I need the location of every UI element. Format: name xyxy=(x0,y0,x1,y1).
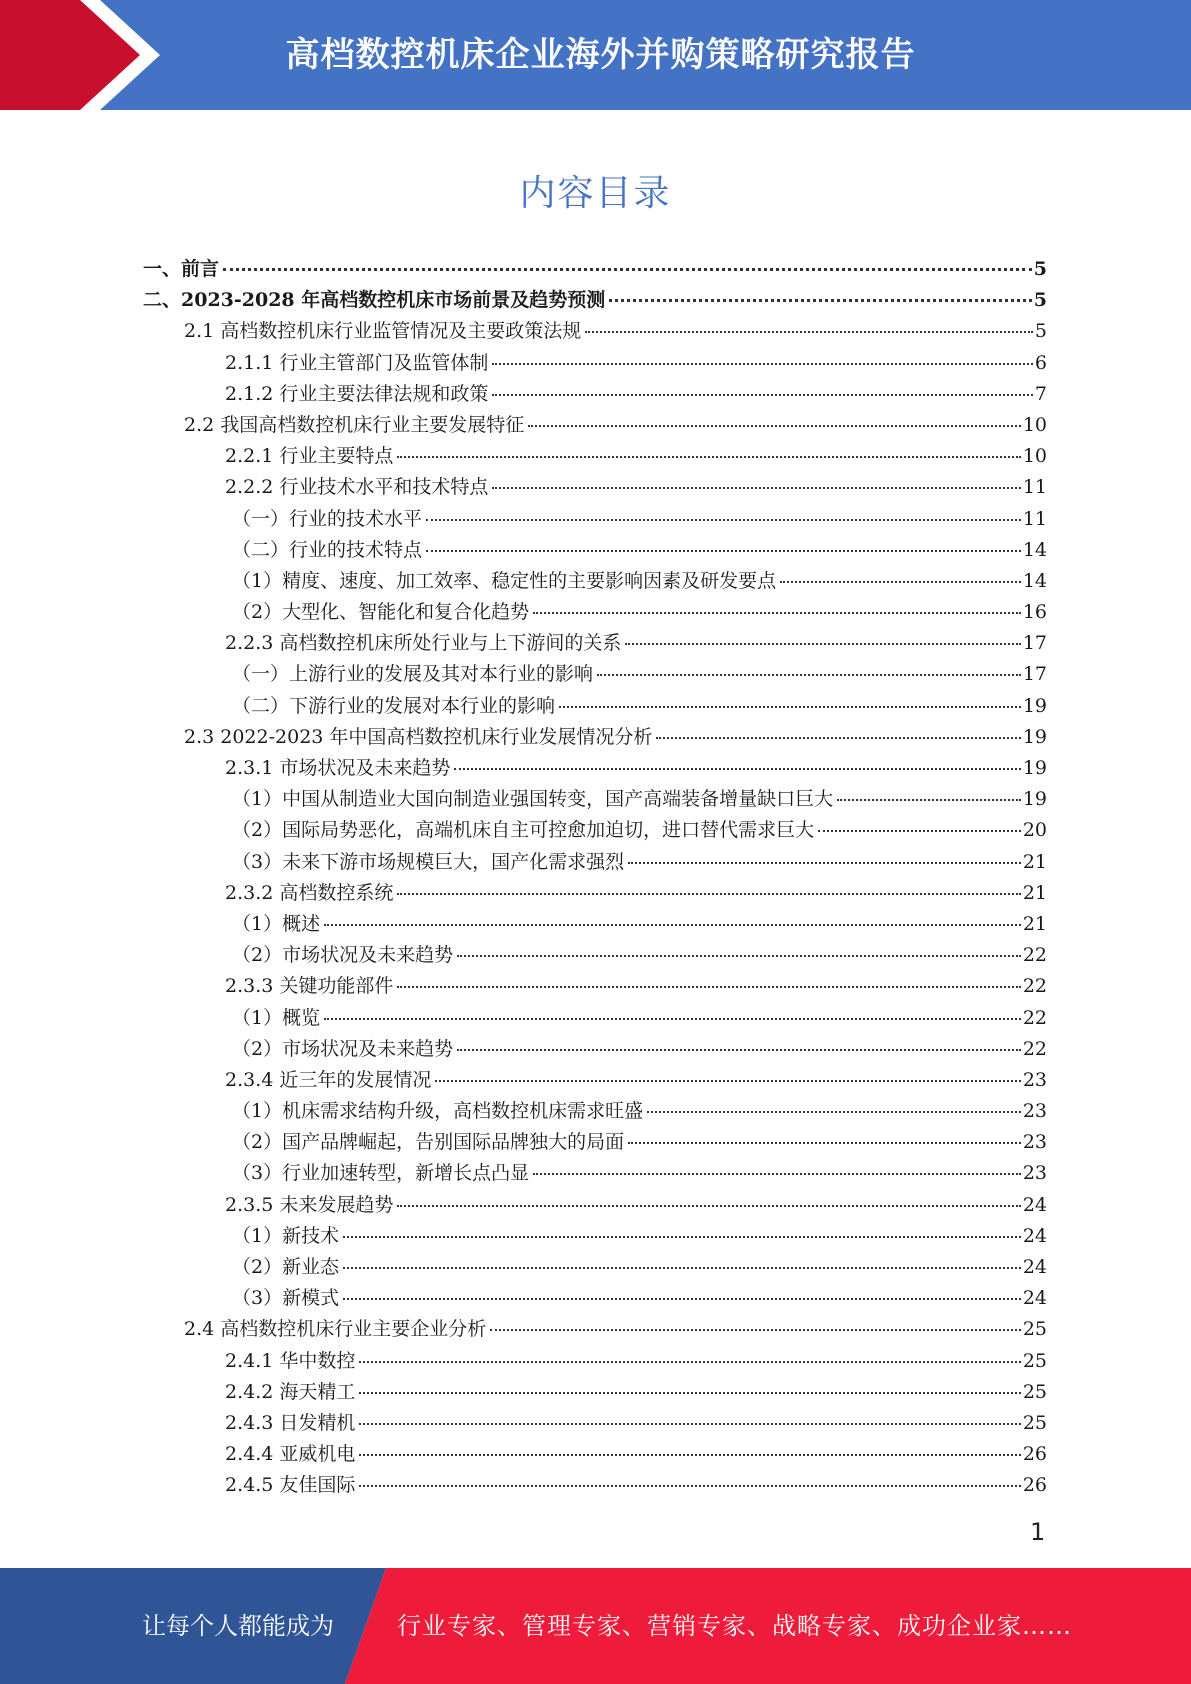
toc-entry-title: 二、2023-2028 年高档数控机床市场前景及趋势预测 xyxy=(143,289,606,312)
toc-entry-page: 14 xyxy=(1022,538,1047,561)
toc-entry[interactable] xyxy=(143,847,1047,878)
toc-entry-title: （1）机床需求结构升级，高档数控机床需求旺盛 xyxy=(232,1100,644,1123)
toc-entry-title: 2.4.5 友佳国际 xyxy=(225,1474,356,1497)
dot-leader xyxy=(454,768,1020,770)
dot-leader xyxy=(559,706,1021,708)
dot-leader xyxy=(818,830,1021,832)
toc-entry-page: 22 xyxy=(1022,1037,1047,1060)
toc-entry[interactable] xyxy=(143,597,1047,628)
dot-leader xyxy=(492,394,1033,396)
toc-entry[interactable] xyxy=(143,691,1047,722)
toc-entry-page: 24 xyxy=(1022,1287,1047,1310)
toc-entry[interactable] xyxy=(143,441,1047,472)
toc-entry-title: 2.2.2 行业技术水平和技术特点 xyxy=(225,476,489,499)
toc-entry-page: 25 xyxy=(1022,1349,1047,1372)
dot-leader xyxy=(359,1423,1020,1425)
toc-entry[interactable] xyxy=(143,1003,1047,1034)
dot-leader xyxy=(837,799,1021,801)
toc-entry-title: 2.4.1 华中数控 xyxy=(225,1349,356,1372)
dot-leader xyxy=(533,1173,1021,1175)
toc-entry[interactable] xyxy=(143,659,1047,690)
toc-entry-title: （1）中国从制造业大国向制造业强国转变，国产高端装备增量缺口巨大 xyxy=(232,788,834,811)
toc-heading: 内容目录 xyxy=(519,173,672,214)
dot-leader xyxy=(397,1205,1020,1207)
toc-entry-page: 21 xyxy=(1022,850,1047,873)
toc-entry[interactable] xyxy=(143,1252,1047,1283)
toc-entry[interactable] xyxy=(143,1346,1047,1377)
toc-entry-page: 23 xyxy=(1022,1100,1047,1123)
toc-entry[interactable] xyxy=(143,1034,1047,1065)
toc-entry-title: 2.2.3 高档数控机床所处行业与上下游间的关系 xyxy=(225,632,622,655)
toc-entry-page: 5 xyxy=(1033,258,1047,280)
toc-entry-page: 19 xyxy=(1022,757,1047,779)
toc-entry-title: 2.3.4 近三年的发展情况 xyxy=(225,1068,432,1091)
toc-entry[interactable] xyxy=(143,1158,1047,1189)
toc-entry[interactable] xyxy=(143,472,1047,503)
toc-entry-title: 2.3.5 未来发展趋势 xyxy=(225,1193,394,1216)
dot-leader xyxy=(435,1080,1020,1082)
toc-entry-title: 2.3.2 高档数控系统 xyxy=(225,881,394,904)
toc-entry[interactable] xyxy=(143,1221,1047,1252)
dot-leader xyxy=(343,1298,1021,1300)
dot-leader xyxy=(223,268,1032,271)
toc-entry-title: （一）上游行业的发展及其对本行业的影响 xyxy=(232,663,594,686)
toc-entry[interactable] xyxy=(143,535,1047,566)
dot-leader xyxy=(628,1142,1021,1144)
toc-entry-title: （2）国产品牌崛起，告别国际品牌独大的局面 xyxy=(232,1131,625,1154)
toc-entry-title: （2）市场状况及未来趋势 xyxy=(232,944,454,967)
toc-entry-page: 25 xyxy=(1022,1380,1047,1403)
toc-entry-page: 25 xyxy=(1022,1411,1047,1434)
toc-entry[interactable] xyxy=(143,940,1047,971)
toc-entry-page: 14 xyxy=(1022,569,1047,592)
toc-entry[interactable] xyxy=(143,1470,1047,1501)
toc-entry-title: （1）概览 xyxy=(232,1006,321,1029)
toc-entry-page: 21 xyxy=(1022,912,1047,935)
toc-entry[interactable] xyxy=(143,1283,1047,1314)
toc-entry[interactable] xyxy=(143,1377,1047,1408)
toc-entry-title: （2）国际局势恶化，高端机床自主可控愈加迫切，进口替代需求巨大 xyxy=(232,819,815,842)
dot-leader xyxy=(397,986,1020,988)
dot-leader xyxy=(533,612,1021,614)
dot-leader xyxy=(397,456,1020,458)
toc-entry-page: 25 xyxy=(1022,1318,1047,1341)
toc-entry-title: （3）未来下游市场规模巨大，国产化需求强烈 xyxy=(232,850,625,873)
toc-entry-title: 2.3 2022-2023 年中国高档数控机床行业发展情况分析 xyxy=(184,725,653,748)
toc-entry-page: 17 xyxy=(1022,632,1047,655)
footer-banner xyxy=(0,1568,1191,1684)
toc-entry-page: 19 xyxy=(1022,788,1047,811)
dot-leader xyxy=(359,1361,1020,1363)
toc-entry-page: 10 xyxy=(1022,413,1047,436)
dot-leader xyxy=(359,1454,1020,1456)
toc-entry-page: 11 xyxy=(1022,507,1047,530)
toc-entry-page: 26 xyxy=(1022,1443,1047,1466)
toc-entry-page: 5 xyxy=(1034,320,1047,343)
toc-entry[interactable] xyxy=(143,878,1047,909)
toc-entry[interactable] xyxy=(143,410,1047,441)
toc-entry[interactable] xyxy=(143,1127,1047,1158)
toc-entry-title: 2.1 高档数控机床行业监管情况及主要政策法规 xyxy=(184,320,582,343)
dot-leader xyxy=(324,924,1021,926)
toc-entry-page: 20 xyxy=(1022,819,1047,842)
toc-entry[interactable] xyxy=(143,722,1047,753)
dot-leader xyxy=(528,425,1021,427)
report-title: 高档数控机床企业海外并购策略研究报告 xyxy=(285,35,916,75)
toc-entry-page: 19 xyxy=(1022,725,1047,748)
toc-entry-page: 17 xyxy=(1022,663,1047,686)
dot-leader xyxy=(609,299,1032,302)
page-number: 1 xyxy=(1030,1518,1046,1546)
toc-entry[interactable] xyxy=(143,1096,1047,1127)
toc-entry-page: 26 xyxy=(1022,1474,1047,1497)
toc-entry[interactable] xyxy=(143,1408,1047,1439)
dot-leader xyxy=(426,519,1021,521)
toc-entry[interactable] xyxy=(143,971,1047,1002)
toc-entry-page: 22 xyxy=(1022,975,1047,998)
toc-entry-page: 21 xyxy=(1022,881,1047,904)
toc-entry-page: 16 xyxy=(1022,601,1047,624)
toc-entry-title: 2.3.3 关键功能部件 xyxy=(225,975,394,998)
toc-entry-page: 24 xyxy=(1022,1193,1047,1216)
toc-entry-page: 5 xyxy=(1033,289,1047,312)
toc-entry-title: （3）行业加速转型，新增长点凸显 xyxy=(232,1162,530,1185)
toc-entry-title: （一）行业的技术水平 xyxy=(232,507,423,530)
dot-leader xyxy=(656,737,1020,739)
dot-leader xyxy=(457,955,1021,957)
toc-entry[interactable] xyxy=(143,1065,1047,1096)
dot-leader xyxy=(647,1111,1021,1113)
dot-leader xyxy=(343,1236,1021,1238)
toc-entry[interactable] xyxy=(143,316,1047,347)
toc-entry-page: 22 xyxy=(1022,944,1047,967)
toc-entry-title: （二）下游行业的发展对本行业的影响 xyxy=(232,694,556,717)
toc-entry-page: 23 xyxy=(1022,1131,1047,1154)
toc-entry-page: 11 xyxy=(1022,476,1047,499)
toc-entry-title: （2）大型化、智能化和复合化趋势 xyxy=(232,601,530,624)
toc-entry-title: （1）新技术 xyxy=(232,1224,340,1247)
toc-entry-title: 2.2 我国高档数控机床行业主要发展特征 xyxy=(184,413,525,436)
toc-entry-title: （2）市场状况及未来趋势 xyxy=(232,1037,454,1060)
toc-entry[interactable] xyxy=(143,815,1047,846)
dot-leader xyxy=(780,581,1021,583)
dot-leader xyxy=(324,1018,1021,1020)
toc-entry-title: 2.4.3 日发精机 xyxy=(225,1411,356,1434)
toc-entry[interactable] xyxy=(143,379,1047,410)
toc-entry-title: （3）新模式 xyxy=(232,1287,340,1310)
dot-leader xyxy=(359,1392,1020,1394)
report-header-bar xyxy=(0,0,1191,110)
toc-entry-title: 2.2.1 行业主要特点 xyxy=(225,445,394,468)
toc-entry-title: （1）精度、速度、加工效率、稳定性的主要影响因素及研发要点 xyxy=(232,569,777,592)
toc-entry-page: 24 xyxy=(1022,1256,1047,1278)
dot-leader xyxy=(625,643,1020,645)
toc-entry[interactable] xyxy=(143,1314,1047,1345)
dot-leader xyxy=(492,487,1020,489)
toc-entry-title: 2.3.1 市场状况及未来趋势 xyxy=(225,757,451,779)
toc-entry[interactable] xyxy=(143,628,1047,659)
toc-entry-title: 2.4.4 亚威机电 xyxy=(225,1443,356,1466)
toc-entry-page: 6 xyxy=(1034,351,1047,374)
toc-entry-page: 23 xyxy=(1022,1162,1047,1185)
dot-leader xyxy=(359,1485,1020,1487)
table-of-contents xyxy=(143,254,1047,1502)
toc-entry[interactable] xyxy=(143,566,1047,597)
toc-entry-title: 2.1.1 行业主管部门及监管体制 xyxy=(225,351,489,374)
toc-entry[interactable] xyxy=(143,784,1047,815)
toc-entry-title: （二）行业的技术特点 xyxy=(232,538,423,561)
toc-entry-page: 7 xyxy=(1034,382,1047,405)
toc-entry-page: 22 xyxy=(1022,1006,1047,1029)
toc-entry[interactable] xyxy=(143,1190,1047,1221)
toc-entry[interactable] xyxy=(143,348,1047,379)
toc-entry[interactable] xyxy=(143,1439,1047,1470)
toc-entry[interactable] xyxy=(143,285,1047,316)
toc-entry-title: 2.1.2 行业主要法律法规和政策 xyxy=(225,382,489,405)
toc-entry-title: 一、前言 xyxy=(143,258,220,280)
dot-leader xyxy=(457,1049,1021,1051)
dot-leader xyxy=(585,331,1033,333)
toc-entry-page: 19 xyxy=(1022,694,1047,717)
dot-leader xyxy=(628,862,1021,864)
toc-entry-page: 10 xyxy=(1022,445,1047,468)
dot-leader xyxy=(397,893,1020,895)
dot-leader xyxy=(490,1329,1021,1331)
toc-entry[interactable] xyxy=(143,909,1047,940)
toc-entry[interactable] xyxy=(143,254,1047,285)
toc-entry-page: 24 xyxy=(1022,1224,1047,1247)
toc-entry-title: （1）概述 xyxy=(232,912,321,935)
dot-leader xyxy=(597,674,1021,676)
toc-entry-title: 2.4.2 海天精工 xyxy=(225,1380,356,1403)
toc-entry[interactable] xyxy=(143,753,1047,784)
toc-entry-page: 23 xyxy=(1022,1068,1047,1091)
dot-leader xyxy=(343,1267,1021,1269)
dot-leader xyxy=(426,550,1021,552)
dot-leader xyxy=(492,363,1033,365)
footer-slogan-right: 行业专家、管理专家、营销专家、战略专家、成功企业家…… xyxy=(397,1612,1072,1640)
footer-slogan-left: 让每个人都能成为 xyxy=(142,1612,334,1640)
toc-entry[interactable] xyxy=(143,504,1047,535)
toc-entry-title: （2）新业态 xyxy=(232,1256,340,1278)
toc-entry-title: 2.4 高档数控机床行业主要企业分析 xyxy=(184,1318,487,1341)
